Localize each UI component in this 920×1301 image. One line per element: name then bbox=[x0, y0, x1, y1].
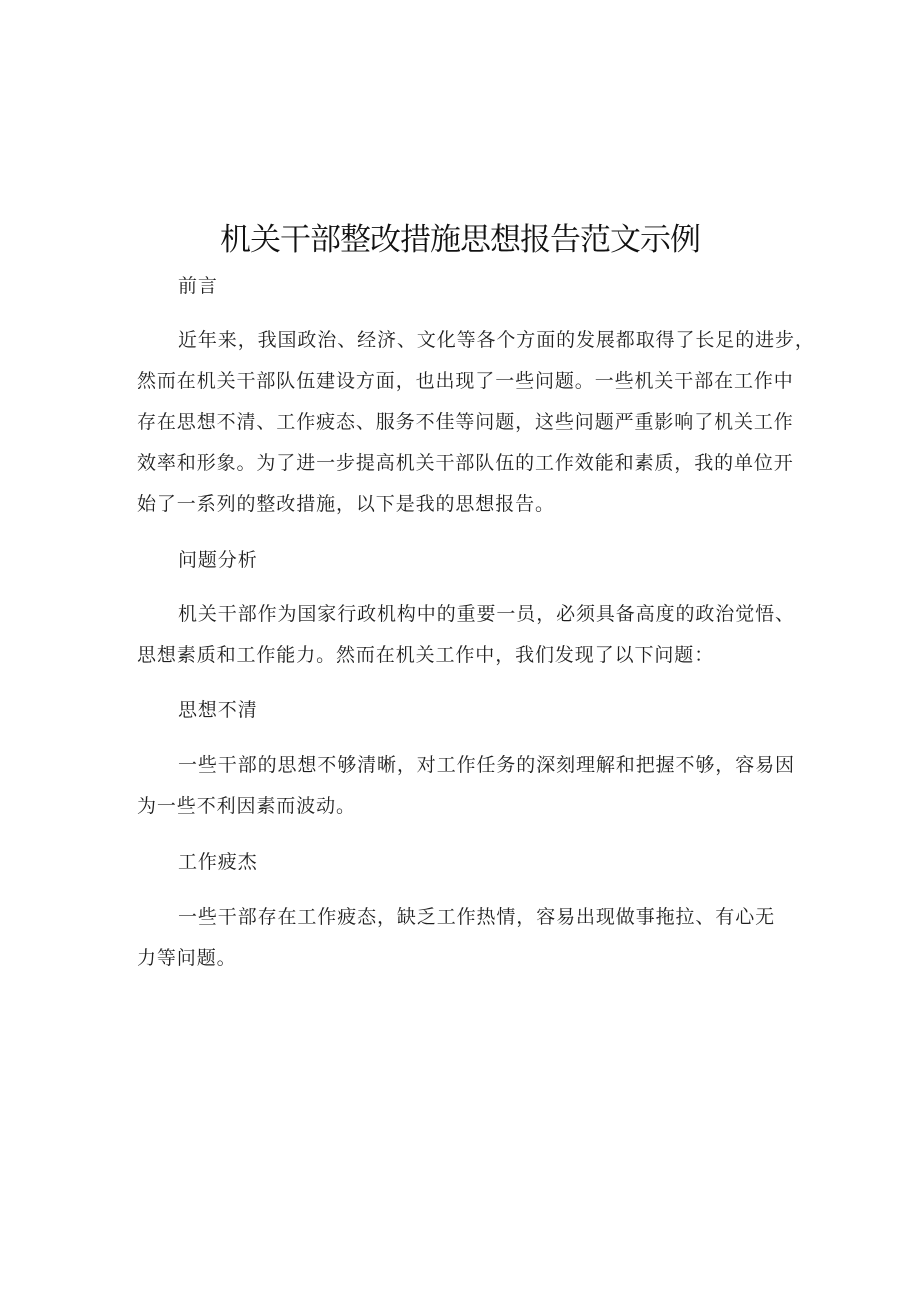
paragraph-line: 效率和形象。为了进一步提高机关干部队伍的工作效能和素质，我的单位开 bbox=[137, 452, 794, 474]
paragraph-line: 力等问题。 bbox=[137, 947, 237, 969]
document-title: 机关干部整改措施思想报告范文示例 bbox=[220, 222, 700, 258]
section-heading-preface: 前言 bbox=[178, 275, 218, 297]
paragraph-line: 机关干部作为国家行政机构中的重要一员，必须具备高度的政治觉悟、 bbox=[178, 603, 795, 625]
section-heading-problem-analysis: 问题分析 bbox=[178, 549, 258, 571]
paragraph-line: 始了一系列的整改措施，以下是我的思想报告。 bbox=[137, 493, 555, 515]
paragraph-line: 一些干部的思想不够清晰，对工作任务的深刻理解和把握不够，容易因 bbox=[178, 754, 795, 776]
section-paragraph-problem-analysis bbox=[137, 594, 795, 676]
paragraph-line: 为一些不利因素而波动。 bbox=[137, 795, 356, 817]
paragraph-line: 近年来，我国政治、经济、文化等各个方面的发展都取得了长足的进步， bbox=[178, 329, 815, 351]
paragraph-line: 存在思想不清、工作疲态、服务不佳等问题，这些问题严重影响了机关工作 bbox=[137, 411, 794, 433]
paragraph-line: 一些干部存在工作疲态，缺乏工作热情，容易出现做事拖拉、有心无 bbox=[178, 906, 776, 928]
section-paragraph-preface bbox=[137, 320, 815, 525]
section-heading-unclear-thinking: 思想不清 bbox=[178, 699, 258, 721]
section-paragraph-unclear-thinking bbox=[137, 745, 795, 827]
section-heading-work-fatigue: 工作疲杰 bbox=[178, 851, 258, 873]
section-paragraph-work-fatigue bbox=[137, 897, 787, 979]
paragraph-line: 然而在机关干部队伍建设方面，也出现了一些问题。一些机关干部在工作中 bbox=[137, 370, 794, 392]
paragraph-line: 思想素质和工作能力。然而在机关工作中，我们发现了以下问题： bbox=[137, 644, 715, 666]
